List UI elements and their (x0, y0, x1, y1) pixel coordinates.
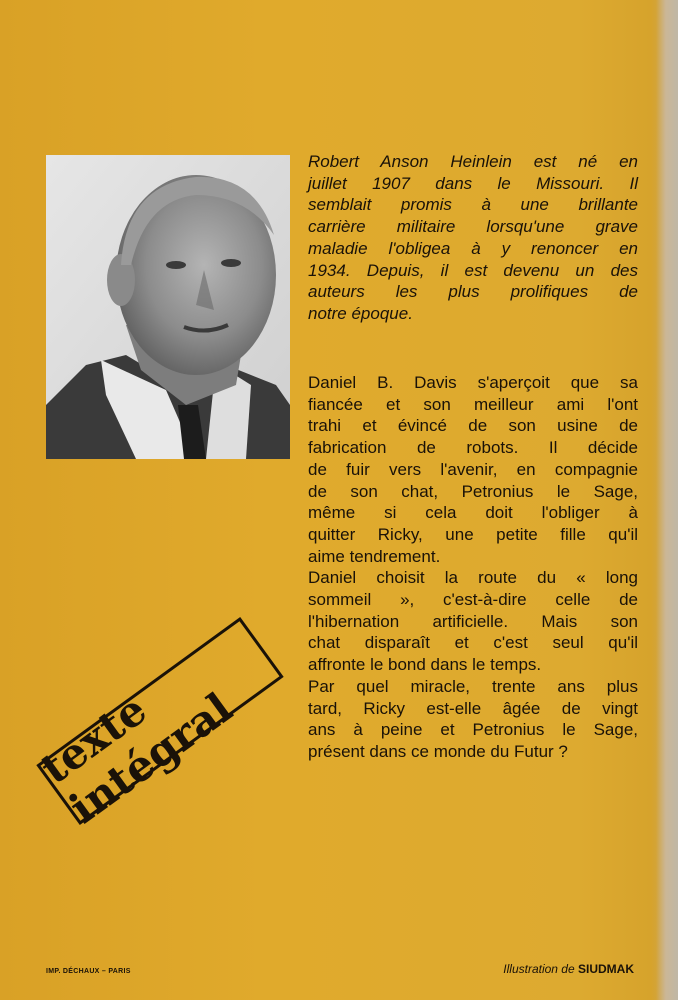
synopsis-line: trahi et évincé de son usine de (308, 416, 638, 436)
bio-line: maladie l'obligea à y renoncer en (308, 238, 638, 258)
cover-edge (656, 0, 678, 1000)
synopsis-line: fiancée et son meilleur ami l'ont (308, 394, 638, 414)
synopsis-line: affronte le bond dans le temps. (308, 655, 542, 675)
bio-line: auteurs les plus prolifiques de (308, 282, 638, 302)
illustration-prefix: Illustration de (503, 962, 575, 976)
bio-line: notre époque. (308, 303, 413, 323)
bio-line: carrière militaire lorsqu'une grave (308, 217, 638, 237)
stamp-text: texte intégral (36, 617, 283, 825)
author-photo (46, 155, 290, 459)
synopsis (308, 372, 638, 763)
synopsis-line: même si cela doit l'obliger à (308, 503, 638, 523)
synopsis-line: présent dans ce monde du Futur ? (308, 741, 568, 761)
synopsis-line: de son chat, Petronius le Sage, (308, 481, 638, 501)
synopsis-line: chat disparaît et c'est seul qu'il (308, 633, 638, 653)
bio-line: semblait promis à une brillante (308, 195, 638, 215)
synopsis-line: fabrication de robots. Il décide (308, 438, 638, 458)
synopsis-line: sommeil », c'est-à-dire celle de (308, 590, 638, 610)
synopsis-line: Daniel choisit la route du « long (308, 568, 638, 588)
illustrator-name: SIUDMAK (578, 962, 634, 976)
synopsis-line: de fuir vers l'avenir, en compagnie (308, 459, 638, 479)
synopsis-line: aime tendrement. (308, 546, 441, 566)
synopsis-line: l'hibernation artificielle. Mais son (308, 611, 638, 631)
bio-line: 1934. Depuis, il est devenu un des (308, 260, 638, 280)
printer-credit: IMP. DÉCHAUX – PARIS (46, 968, 131, 975)
bio-line: Robert Anson Heinlein est né en (308, 152, 638, 171)
bio-line: juillet 1907 dans le Missouri. Il (308, 173, 638, 193)
synopsis-line: Daniel B. Davis s'aperçoit que sa (308, 373, 638, 392)
synopsis-line: ans à peine et Petronius le Sage, (308, 720, 638, 740)
author-portrait-icon (46, 155, 290, 459)
synopsis-line: quitter Ricky, une petite fille qu'il (308, 524, 638, 544)
author-bio (308, 151, 638, 325)
synopsis-line: tard, Ricky est-elle âgée de vingt (308, 698, 638, 718)
illustration-credit (503, 962, 634, 976)
synopsis-line: Par quel miracle, trente ans plus (308, 676, 638, 696)
